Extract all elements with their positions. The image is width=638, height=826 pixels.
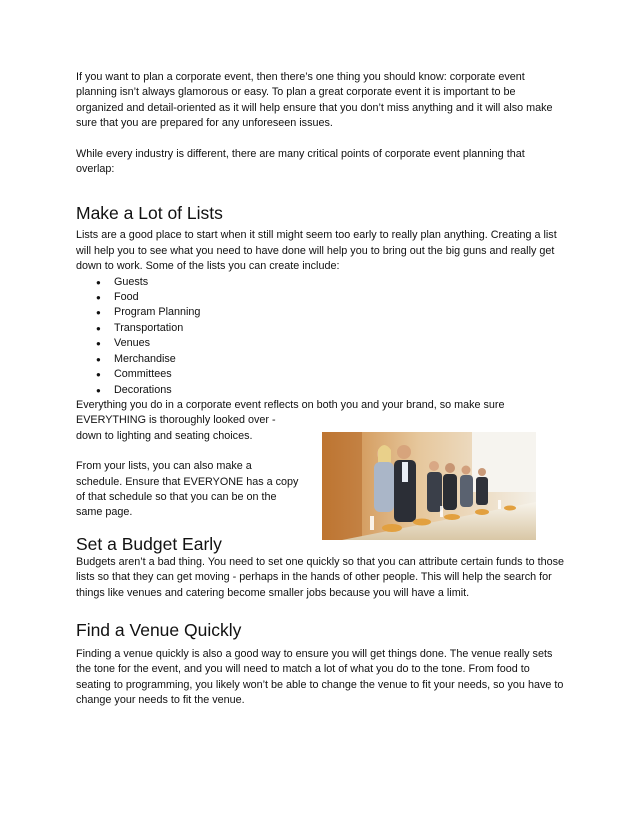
intro-paragraph-1: If you want to plan a corporate event, then there’s one thing you should know: corporate event planning isn’t always glamorous or easy. To plan a great corporate event it is important to be organized and detail-oriented as it will help ensure that you don’t miss anything and it will also make sure that you are prepared for any unforeseen issues. bbox=[76, 71, 553, 130]
budget-paragraph: Budgets aren’t a bad thing. You need to set one quickly so that you can attribute certain funds to those lists so that they can get moving - perhaps in the hands of other people. This will help the search for things like venues and catering become smaller jobs because you will have a limit. bbox=[76, 555, 564, 599]
text-line: EVERYTHING is thoroughly looked over - bbox=[76, 414, 276, 427]
list-item: ● Guests bbox=[96, 275, 564, 290]
event-photo bbox=[322, 432, 536, 540]
text-line: schedule. Ensure that EVERYONE has a copy bbox=[76, 475, 299, 488]
intro-paragraph-2: While every industry is different, there are many critical points of corporate event planning that overlap: bbox=[76, 147, 525, 176]
heading-make-lists: Make a Lot of Lists bbox=[76, 203, 223, 224]
list-item: ● Venues bbox=[96, 336, 564, 351]
lists-bullet-list bbox=[76, 275, 564, 398]
text-line: of that schedule so that you can be on the bbox=[76, 490, 277, 503]
list-item: ● Food bbox=[96, 290, 564, 305]
text-line: Everything you do in a corporate event reflects on both you and your brand, so make sure bbox=[76, 398, 505, 411]
list-item: ● Program Planning bbox=[96, 305, 564, 320]
heading-set-budget: Set a Budget Early bbox=[76, 533, 222, 554]
list-item: ● Merchandise bbox=[96, 352, 564, 367]
list-item: ● Committees bbox=[96, 367, 564, 382]
lists-paragraph-1: Lists are a good place to start when it still might seem too early to really plan anything. Creating a list will help you to see what you need to have done will help you to bring out the big guns and really get down to work. Some of the lists you can create include: bbox=[76, 229, 557, 273]
text-line: From your lists, you can also make a bbox=[76, 460, 252, 473]
list-item: ● Decorations bbox=[96, 383, 564, 398]
venue-paragraph: Finding a venue quickly is also a good way to ensure you will get things done. The venue really sets the tone for the event, and you will need to match a lot of what you do to the tone. From food to seating to programming, you likely won’t be able to change the venue to fit your needs, so you have to change your needs to fit the venue. bbox=[76, 647, 564, 707]
text-line: same page. bbox=[76, 506, 133, 519]
list-item: ● Transportation bbox=[96, 321, 564, 336]
document-page bbox=[76, 70, 564, 709]
text-line: down to lighting and seating choices. bbox=[76, 429, 253, 442]
heading-find-venue: Find a Venue Quickly bbox=[76, 619, 242, 640]
